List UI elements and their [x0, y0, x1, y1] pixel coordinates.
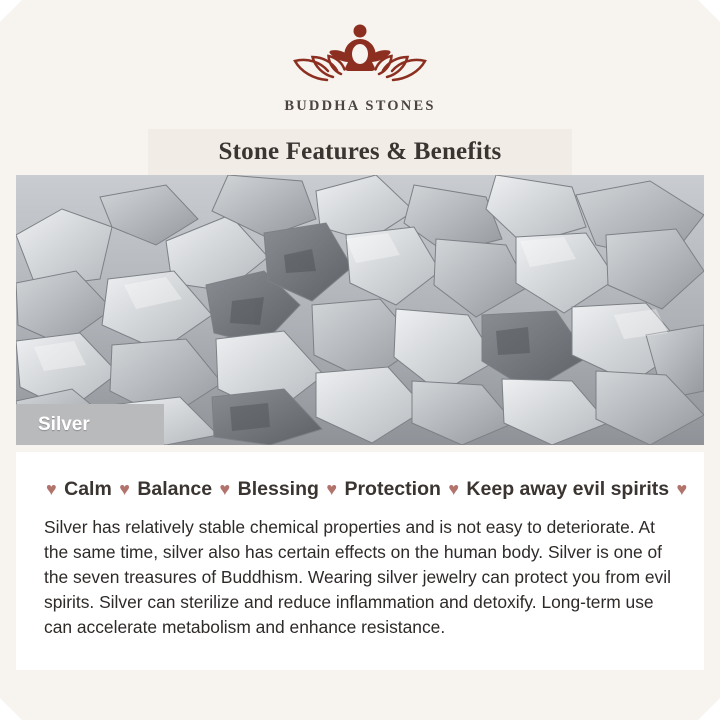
bottom-strip	[0, 678, 720, 720]
benefits-panel	[16, 452, 704, 670]
heart-icon: ♥	[46, 479, 57, 499]
heart-icon: ♥	[219, 479, 231, 499]
heart-icon: ♥	[448, 479, 459, 499]
stone-name-label: Silver	[38, 413, 90, 435]
brand-logo	[0, 18, 720, 115]
heart-icon: ♥	[119, 479, 130, 499]
description-text: Silver has relatively stable chemical properties and is not easy to deteriorate. At the same time, silver also has certain effects on the human body. Silver is one of the seven treasures of Buddhism. Wearing silver jewelry can protect you from evil spirits. Silver can sterilize and reduce inflammation and detoxify. Long-term use can accelerate metabolism and enhance resistance.	[44, 517, 671, 637]
stone-name-badge	[16, 404, 164, 445]
keywords-line: ♥ Calm ♥ Balance ♥ Blessing ♥ Protection ♥ Keep away evil spirits ♥	[46, 478, 688, 500]
heart-icon: ♥	[326, 479, 338, 499]
page-title: Stone Features & Benefits	[218, 138, 502, 165]
lotus-meditation-icon	[285, 18, 435, 96]
brand-name: BUDDHA STONES	[284, 98, 436, 114]
heart-icon: ♥	[676, 479, 688, 499]
section-title-band	[148, 129, 572, 175]
